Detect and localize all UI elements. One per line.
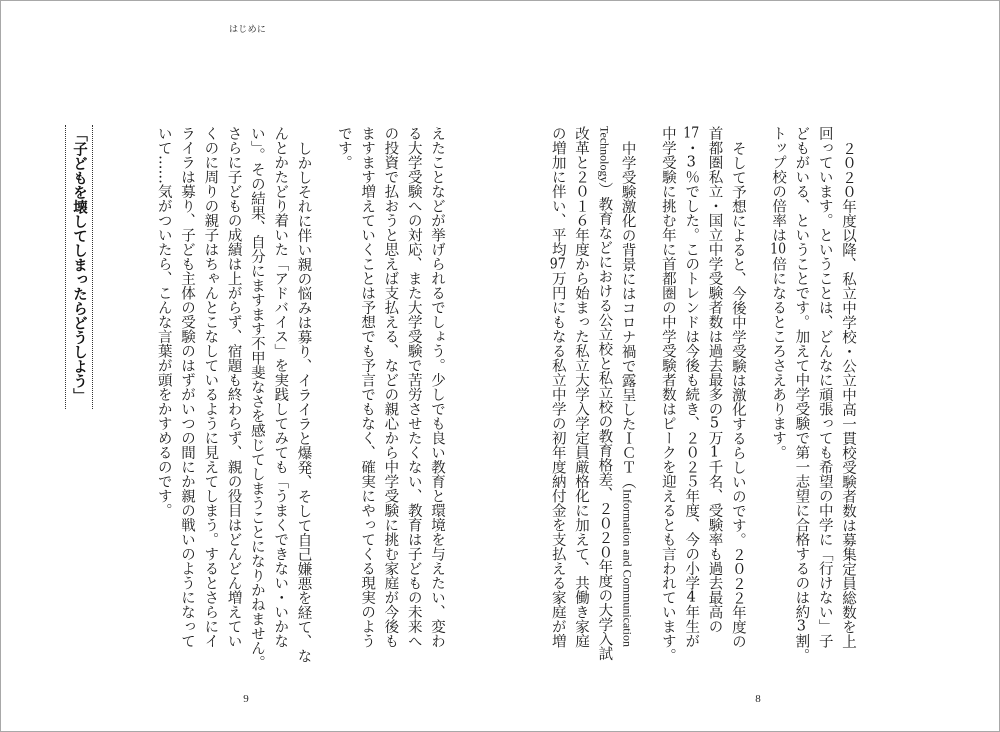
text-line: の増加に伴い、平均97万円にもなる私立中学の初年度納付金を支払える家庭が増 <box>549 126 566 648</box>
paragraph <box>545 126 638 666</box>
upright-digits: 4 <box>686 590 696 605</box>
page-number-left: 9 <box>243 693 249 705</box>
page-number-right: 8 <box>755 693 761 705</box>
text-line: んとかたどり着いた「アドバイス」を実践してみても「うまくできない・いかな <box>272 126 289 648</box>
paragraph <box>656 126 749 666</box>
text-line: トップ校の倍率は10倍になるところさえあります。 <box>770 126 787 460</box>
callout-quote-box: 「子どもを壊してしまったらどうしよう」 <box>65 125 93 409</box>
text-line: です。 <box>335 126 352 170</box>
text-line: る大学受験への対応、また大学受験で苦労させたくない、教育は子どもの未来へ <box>405 126 422 648</box>
text-line: しかしそれに伴い親の悩みは募り、イライラと爆発、そして自己嫌悪を経て、な <box>295 140 312 663</box>
upright-digits: 3 <box>796 619 807 634</box>
latin-run: Information and Communication <box>620 488 635 647</box>
upright-digits: 17 <box>683 126 700 141</box>
text-line: Technology）教育などにおける公立校と私立校の教育格差、２０２０年度の大学入試 <box>596 126 613 661</box>
upright-digits: 10 <box>770 242 787 257</box>
upright-digits: 97 <box>549 256 566 271</box>
upright-digits: 3 <box>686 155 696 170</box>
text-line: いて……気がついたら、こんな言葉が頭をかすめるのです。 <box>155 126 172 518</box>
text-line: えたことなどが挙げられるでしょう。少しでも良い教育と環境を与えたい、変わ <box>429 126 445 648</box>
text-line: どもがいる、ということです。加えて中学受験で第一志望に合格するのは約3割。 <box>793 126 810 663</box>
text-line: 17・3％でした。このトレンドは今後も続き、２０２５年度、今の小学4年生が <box>683 126 700 648</box>
text-line: そして予想によると、今後中学受験は激化するらしいのです。２０２２年度の <box>729 140 746 648</box>
text-line: の投資で払おうと思えば支払える、などの親心から中学受験に挑む家庭が今後も <box>382 126 399 648</box>
text-line: 改革と２０１６年度から始まった私立大学入学定員厳格化に加えて、共働き家庭 <box>573 126 590 648</box>
text-line: くのに周りの親子はちゃんとこなしているように見えてしまう。するとさらにイ <box>202 126 219 648</box>
paragraph <box>766 126 859 666</box>
text-line: 中学受験に挑む年に首都圏の中学受験者数はピークを迎えるとも言われています。 <box>659 126 676 663</box>
text-line: い」。その結果、自分にますます不甲斐なさを感じてしまうことになりかねません。 <box>248 126 265 670</box>
upright-digits: 5 <box>709 416 720 431</box>
running-header-chapter-title: はじめに <box>229 25 267 35</box>
text-line: 回っています。ということは、どんなに頑張っても希望の中学に「行けない」子 <box>816 126 833 648</box>
paragraph <box>332 126 448 666</box>
text-line: 首都圏私立・国立中学受験者数は過去最多の5万1千名、受験率も過去最高の <box>706 126 723 634</box>
page-9-body <box>151 126 448 670</box>
upright-digits: 1 <box>709 445 720 460</box>
latin-run: Technology <box>597 126 612 183</box>
text-line: 中学受験激化の背景にはコロナ禍で露呈したＩＣＴ（Information and Communication <box>619 140 636 647</box>
text-line: さらに子どもの成績は上がらず、宿題も終わらず、親の役目はどんどん増えてい <box>225 126 242 648</box>
page-8-body <box>545 126 859 666</box>
text-line: ますます増えていくことは予想でも予言でもなく、確実にやってくる現実のよう <box>359 126 376 648</box>
text-line: ２０２０年度以降、私立中学校・公立中高一貫校受験者数は募集定員総数を上 <box>840 140 856 648</box>
paragraph <box>151 126 314 670</box>
text-line: ライラは募り、子ども主体の受験のはずがいつの間にか親の戦いのようになって <box>179 126 196 648</box>
